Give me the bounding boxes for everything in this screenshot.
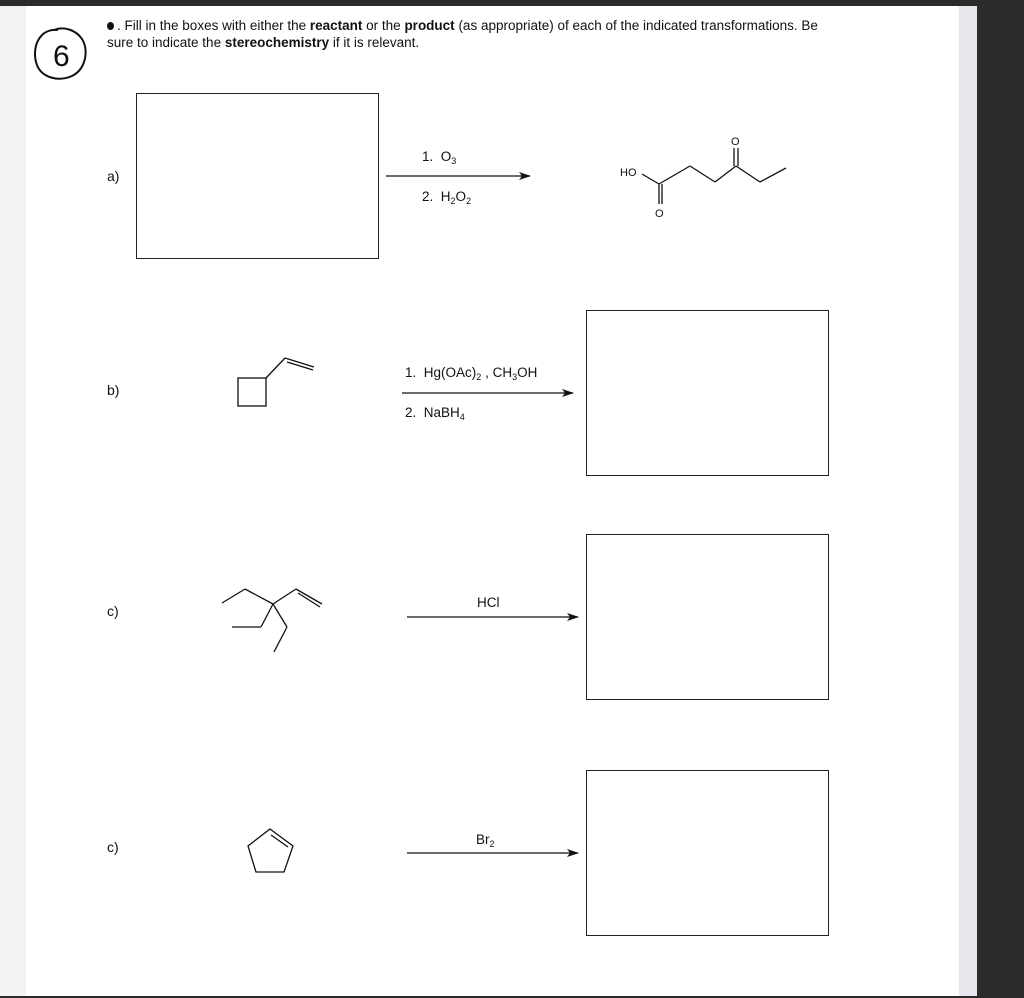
structures-layer xyxy=(0,6,977,996)
problem-c2-reagent: $Br_2$ xyxy=(476,832,495,849)
problem-b-vinylcyclobutane xyxy=(238,358,314,406)
problem-b-label: b) xyxy=(107,382,120,398)
handwritten-number: 6 xyxy=(53,40,70,73)
product-a-ketone-oxygen: O xyxy=(731,136,740,148)
problem-b-reagent-step2: 2. NaBH$_4$ xyxy=(405,405,465,422)
problem-a-product-structure xyxy=(642,148,786,204)
problem-a-label: a) xyxy=(107,168,120,184)
problem-a-reagent-step1: 1. $O_3$ xyxy=(422,149,457,166)
problem-b-reagent-step1: 1. $Hg(OAc)_2$ , $CH_3OH$ xyxy=(405,365,538,382)
problem-c1-reagent: HCl xyxy=(477,595,500,610)
problem-c2-cyclopentene xyxy=(248,829,293,872)
problem-a-reagent-step2: 2. $H_2O_2$ xyxy=(422,189,472,206)
problem-c1-alkene-structure xyxy=(222,589,322,652)
problem-c1-label: c) xyxy=(107,603,119,619)
instructions-text: . Fill in the boxes with either the reactant or the product (as appropriate) of each of the indicated transformations. Be sure to indicate the stereochemistry if it is relevant. xyxy=(107,18,818,50)
problem-c2-label: c) xyxy=(107,839,119,855)
product-a-ho-label: HO xyxy=(620,167,637,179)
product-a-acid-oxygen: O xyxy=(655,208,664,220)
worksheet-page xyxy=(0,6,977,996)
